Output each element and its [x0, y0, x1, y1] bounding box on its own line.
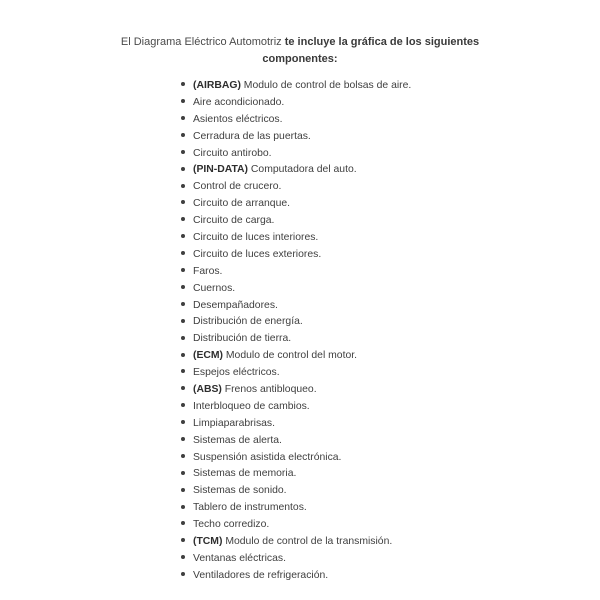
list-item: [181, 568, 411, 585]
component-label: Ventanas eléctricas.: [193, 552, 286, 564]
bullet-icon: [181, 538, 185, 542]
component-label: Computadora del auto.: [248, 164, 357, 176]
list-item: [181, 365, 411, 382]
list-item: [181, 551, 411, 568]
bullet-icon: [181, 319, 185, 323]
bullet-icon: [181, 437, 185, 441]
component-label: Distribución de tierra.: [193, 333, 292, 345]
component-label: Techo corredizo.: [193, 519, 270, 531]
component-code: (AIRBAG): [193, 80, 241, 91]
list-item: [181, 399, 411, 416]
component-label: Interbloqueo de cambios.: [193, 400, 310, 412]
list-item: [181, 517, 411, 534]
bullet-icon: [181, 336, 185, 340]
bullet-icon: [181, 572, 185, 576]
intro-lead-text: El Diagrama Eléctrico Automotriz: [120, 36, 285, 48]
bullet-icon: [181, 302, 185, 306]
bullet-icon: [181, 353, 185, 357]
list-item: [181, 129, 411, 146]
component-label: Limpiaparabrisas.: [193, 417, 276, 429]
bullet-icon: [181, 268, 185, 272]
list-item: [181, 382, 411, 399]
component-label: Circuito de luces exteriores.: [193, 248, 322, 260]
bullet-icon: [181, 184, 185, 188]
bullet-icon: [181, 150, 185, 154]
component-label: Sistemas de memoria.: [193, 468, 297, 480]
bullet-icon: [181, 82, 185, 86]
list-item: [181, 146, 411, 163]
bullet-icon: [181, 369, 185, 373]
list-item: [181, 483, 411, 500]
bullet-icon: [181, 167, 185, 171]
bullet-icon: [181, 505, 185, 509]
component-label: Circuito de carga.: [193, 215, 275, 227]
intro-strong-text: te incluye la gráfica de los siguientes componentes:: [262, 36, 480, 65]
list-item: [181, 179, 411, 196]
component-label: Sistemas de alerta.: [193, 434, 282, 446]
component-label: Control de crucero.: [193, 181, 282, 193]
list-item: [181, 534, 411, 551]
component-label: Ventiladores de refrigeración.: [193, 569, 329, 581]
bullet-icon: [181, 403, 185, 407]
component-label: Frenos antibloqueo.: [221, 384, 317, 396]
list-item: [181, 500, 411, 517]
component-code: (PIN-DATA): [193, 164, 249, 176]
list-item: [181, 281, 411, 298]
bullet-icon: [181, 488, 185, 492]
bullet-icon: [181, 555, 185, 559]
component-label: Cerradura de las puertas.: [193, 130, 311, 142]
list-item: [181, 466, 411, 483]
component-label: Modulo de control de la transmisión.: [222, 536, 393, 548]
intro-paragraph: [100, 34, 500, 68]
component-label: Sistemas de sonido.: [193, 485, 287, 497]
component-label: Circuito de arranque.: [193, 198, 291, 210]
list-item: [181, 112, 411, 129]
component-label: Tablero de instrumentos.: [193, 502, 307, 514]
component-label: Espejos eléctricos.: [193, 367, 280, 379]
bullet-icon: [181, 420, 185, 424]
component-label: Aire acondicionado.: [193, 96, 285, 108]
component-label: Circuito de luces interiores.: [193, 232, 319, 244]
bullet-icon: [181, 234, 185, 238]
component-list: [181, 78, 411, 585]
bullet-icon: [181, 285, 185, 289]
list-item: [181, 416, 411, 433]
list-item: [181, 213, 411, 230]
component-label: Faros.: [193, 265, 223, 277]
bullet-icon: [181, 99, 185, 103]
component-code: (TCM): [193, 536, 223, 548]
bullet-icon: [181, 133, 185, 137]
component-label: Cuernos.: [193, 282, 236, 294]
bullet-icon: [181, 251, 185, 255]
bullet-icon: [181, 386, 185, 390]
bullet-icon: [181, 200, 185, 204]
list-item: [181, 314, 411, 331]
list-item: [181, 264, 411, 281]
component-label: Asientos eléctricos.: [193, 113, 283, 125]
list-item: [181, 298, 411, 315]
list-item: [181, 348, 411, 365]
component-code: (ECM): [193, 350, 224, 362]
list-item: [181, 450, 411, 467]
component-label: Modulo de control de bolsas de aire.: [240, 80, 412, 91]
bullet-icon: [181, 521, 185, 525]
bullet-icon: [181, 217, 185, 221]
bullet-icon: [181, 471, 185, 475]
list-item: [181, 196, 411, 213]
list-item: [181, 78, 411, 95]
list-item: [181, 331, 411, 348]
component-label: Modulo de control del motor.: [223, 350, 358, 362]
bullet-icon: [181, 454, 185, 458]
component-label: Circuito antirobo.: [193, 147, 272, 159]
bullet-icon: [181, 116, 185, 120]
list-item: [181, 433, 411, 450]
component-code: (ABS): [193, 384, 222, 396]
list-item: [181, 230, 411, 247]
list-item: [181, 95, 411, 112]
component-label: Suspensión asistida electrónica.: [193, 451, 342, 463]
list-item: [181, 247, 411, 264]
component-label: Distribución de energía.: [193, 316, 303, 328]
component-label: Desempañadores.: [193, 299, 278, 311]
list-item: [181, 162, 411, 179]
